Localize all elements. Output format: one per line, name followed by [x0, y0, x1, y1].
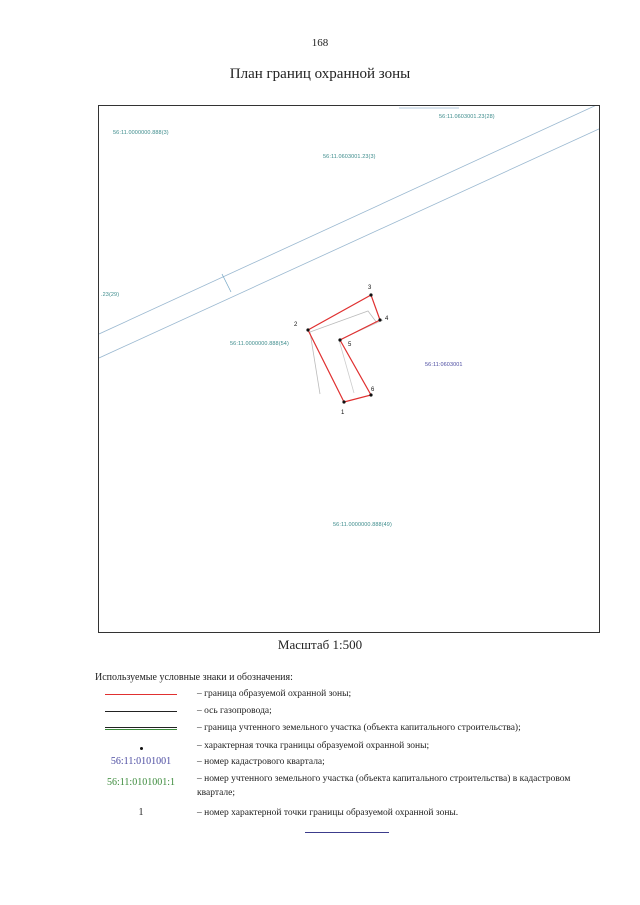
green-line-icon [105, 727, 177, 730]
point-label-6: 6 [371, 387, 375, 393]
parcel-label-center: 56:11.0603001.23(3) [323, 154, 376, 160]
page-number: 168 [311, 37, 329, 49]
parcel-label-top-right: 56:11.0603001.23(28) [439, 114, 495, 120]
legend-desc: – ось газопровода; [197, 706, 272, 716]
zone-point-1 [342, 400, 345, 403]
legend-symbol-green-line [95, 721, 187, 735]
black-line-icon [105, 711, 177, 712]
zone-point-6 [369, 393, 372, 396]
legend-symbol-parcel: 56:11:0101001:1 [107, 777, 175, 788]
parcel-label-left-edge: .23(29) [101, 292, 120, 298]
legend-desc: – характерная точка границы образуемой охранной зоны; [197, 741, 430, 751]
map-drawing [99, 106, 600, 633]
parcel-label-zone: 56:11.0000000.888(54) [230, 341, 289, 347]
zone-point-4 [378, 318, 381, 321]
legend-heading: Используемые условные знаки и обозначения: [95, 672, 293, 683]
parcel-label-top-left: 56:11.0000000.888(3) [113, 130, 169, 136]
parcel-label-bottom: 56:11.0000000.888(49) [333, 522, 392, 528]
legend-desc: – номер кадастрового квартала; [197, 757, 325, 767]
red-line-icon [105, 694, 177, 695]
zone-point-3 [369, 293, 372, 296]
legend-desc: – номер характерной точки границы образуемой охранной зоны. [197, 808, 459, 818]
point-label-3: 3 [368, 285, 372, 291]
parcel-boundary-line-upper [99, 106, 600, 334]
point-icon [140, 747, 143, 750]
bottom-rule [305, 832, 389, 833]
zone-point-5 [338, 338, 341, 341]
legend-symbol-black-line [95, 704, 187, 718]
point-label-2: 2 [294, 322, 298, 328]
map-frame [98, 105, 600, 633]
zone-point-2 [306, 328, 309, 331]
legend-desc: – номер учтенного земельного участка (объекта капитального строительства) в кадастровом квартале; [197, 774, 571, 798]
legend-symbol-red-line [95, 687, 187, 701]
point-label-4: 4 [385, 316, 389, 322]
parcel-boundary-tick [222, 274, 231, 292]
legend-symbol-point-number: 1 [138, 807, 144, 818]
gas-pipeline-axis-inner [339, 320, 383, 393]
map-scale: Масштаб 1:500 [277, 637, 363, 652]
legend-symbol-point [95, 739, 187, 753]
cadastral-quarter-label: 56:11:0603001 [425, 362, 463, 368]
point-label-5: 5 [348, 342, 352, 348]
page-title: План границ охранной зоны [229, 66, 411, 82]
parcel-boundary-line-lower [99, 128, 600, 358]
point-label-1: 1 [341, 410, 345, 416]
legend-desc: – граница образуемой охранной зоны; [197, 689, 352, 699]
legend-symbol-quarter: 56:11:0101001 [110, 756, 172, 767]
legend-desc: – граница учтенного земельного участка (объекта капитального строительства); [197, 723, 521, 733]
